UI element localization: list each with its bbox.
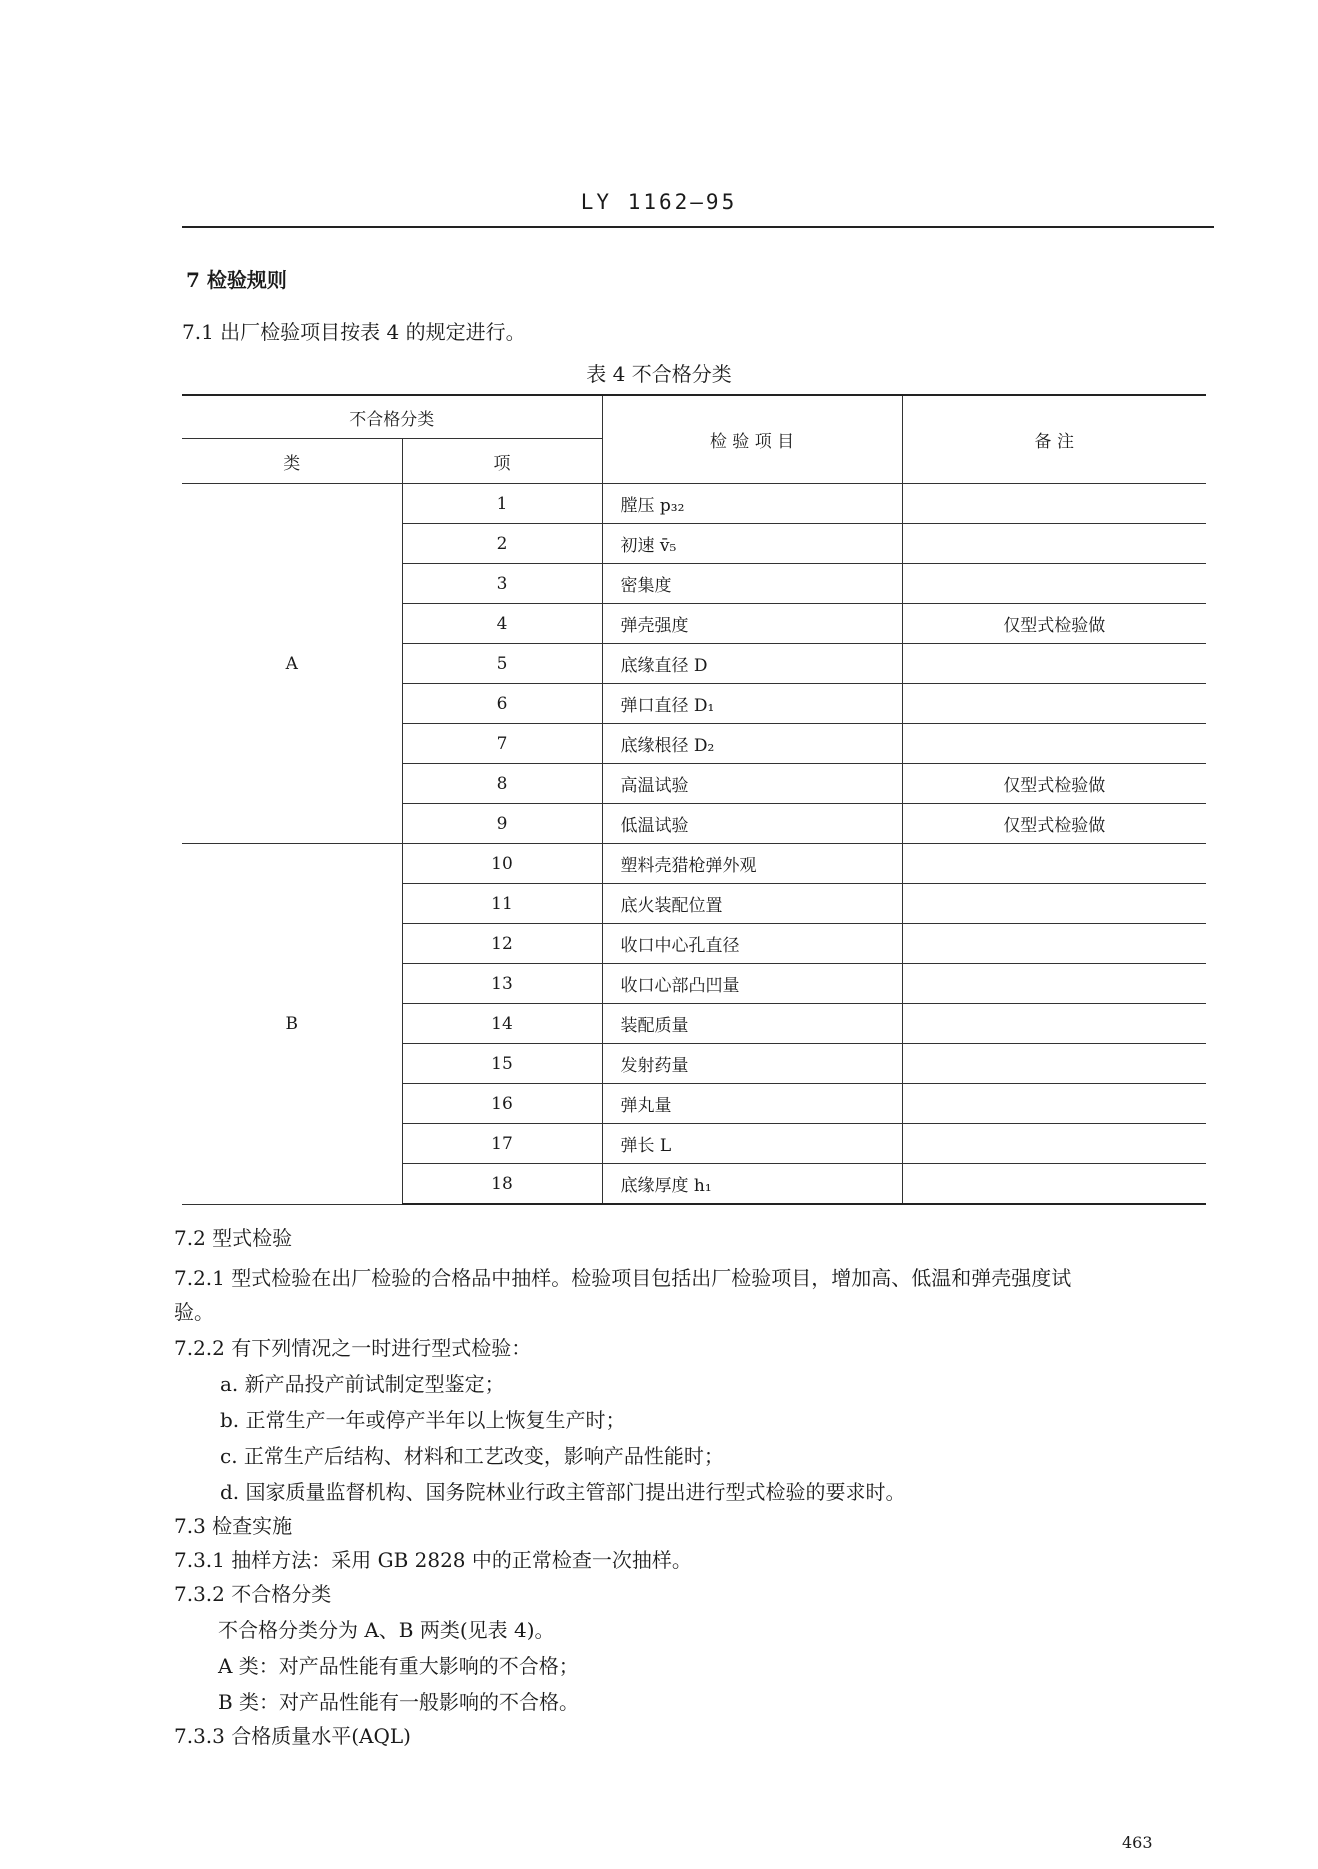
item-number: 8 <box>402 764 602 804</box>
inspection-item: 收口中心孔直径 <box>602 924 902 964</box>
header-defect-class-group: 不合格分类 <box>182 395 602 439</box>
clause-7-2-heading: 7.2 型式检验 <box>174 1226 293 1250</box>
page-number: 463 <box>1122 1833 1153 1852</box>
item-number: 10 <box>402 844 602 884</box>
remark: 仅型式检验做 <box>902 764 1206 804</box>
defect-classification-table <box>182 394 1206 1205</box>
inspection-item: 底火装配位置 <box>602 884 902 924</box>
header-class: 类 <box>182 439 402 484</box>
item-number: 3 <box>402 564 602 604</box>
clause-7-2-2-item-d: d. 国家质量监督机构、国务院林业行政主管部门提出进行型式检验的要求时。 <box>220 1480 906 1504</box>
inspection-item: 弹丸量 <box>602 1084 902 1124</box>
item-number: 11 <box>402 884 602 924</box>
inspection-item: 底缘直径 D <box>602 644 902 684</box>
inspection-item: 发射药量 <box>602 1044 902 1084</box>
inspection-item: 密集度 <box>602 564 902 604</box>
clause-7-1: 7.1 出厂检验项目按表 4 的规定进行。 <box>182 320 526 344</box>
standard-code-header: LY 1162—95 <box>580 190 738 214</box>
clause-7-2-2-item-b: b. 正常生产一年或停产半年以上恢复生产时； <box>220 1408 626 1432</box>
item-number: 5 <box>402 644 602 684</box>
inspection-item: 塑料壳猎枪弹外观 <box>602 844 902 884</box>
clause-7-3-heading: 7.3 检查实施 <box>174 1514 293 1538</box>
item-number: 6 <box>402 684 602 724</box>
clause-7-2-2: 7.2.2 有下列情况之一时进行型式检验： <box>174 1336 532 1360</box>
clause-7-2-2-item-c: c. 正常生产后结构、材料和工艺改变，影响产品性能时； <box>220 1444 724 1468</box>
class-a-cell: A <box>182 484 402 844</box>
clause-7-3-2-heading: 7.3.2 不合格分类 <box>174 1582 332 1606</box>
inspection-item: 装配质量 <box>602 1004 902 1044</box>
remark <box>902 1124 1206 1164</box>
remark <box>902 564 1206 604</box>
header-remarks: 备 注 <box>902 395 1206 484</box>
item-number: 1 <box>402 484 602 524</box>
item-number: 14 <box>402 1004 602 1044</box>
clause-7-3-3-heading: 7.3.3 合格质量水平(AQL) <box>174 1724 411 1748</box>
section-7-heading: 7 检验规则 <box>186 268 287 292</box>
table-row <box>182 484 1206 524</box>
remark <box>902 484 1206 524</box>
item-number: 16 <box>402 1084 602 1124</box>
remark: 仅型式检验做 <box>902 804 1206 844</box>
clause-7-3-2-paragraph-2: A 类：对产品性能有重大影响的不合格； <box>218 1654 579 1678</box>
item-number: 9 <box>402 804 602 844</box>
remark <box>902 884 1206 924</box>
remark <box>902 1004 1206 1044</box>
remark <box>902 1044 1206 1084</box>
inspection-item: 收口心部凸凹量 <box>602 964 902 1004</box>
header-rule <box>182 226 1214 228</box>
remark <box>902 964 1206 1004</box>
remark <box>902 1084 1206 1124</box>
item-number: 17 <box>402 1124 602 1164</box>
remark <box>902 844 1206 884</box>
inspection-item: 弹长 L <box>602 1124 902 1164</box>
inspection-item: 底缘根径 D₂ <box>602 724 902 764</box>
item-number: 18 <box>402 1164 602 1205</box>
inspection-item: 膛压 p₃₂ <box>602 484 902 524</box>
table-row <box>182 844 1206 884</box>
clause-7-3-2-paragraph-1: 不合格分类分为 A、B 两类(见表 4)。 <box>218 1618 555 1642</box>
inspection-item: 初速 v̄₅ <box>602 524 902 564</box>
remark <box>902 924 1206 964</box>
inspection-item: 弹口直径 D₁ <box>602 684 902 724</box>
remark: 仅型式检验做 <box>902 604 1206 644</box>
inspection-item: 弹壳强度 <box>602 604 902 644</box>
item-number: 2 <box>402 524 602 564</box>
item-number: 15 <box>402 1044 602 1084</box>
clause-7-2-1-line-1: 7.2.1 型式检验在出厂检验的合格品中抽样。检验项目包括出厂检验项目，增加高、低温和弹壳强度试 <box>174 1266 1072 1290</box>
remark <box>902 684 1206 724</box>
clause-7-3-2-paragraph-3: B 类：对产品性能有一般影响的不合格。 <box>218 1690 580 1714</box>
inspection-item: 低温试验 <box>602 804 902 844</box>
header-inspection-item: 检 验 项 目 <box>602 395 902 484</box>
class-b-cell: B <box>182 844 402 1205</box>
remark <box>902 524 1206 564</box>
header-item-number: 项 <box>402 439 602 484</box>
clause-7-2-2-item-a: a. 新产品投产前试制定型鉴定； <box>220 1372 505 1396</box>
item-number: 4 <box>402 604 602 644</box>
inspection-item: 高温试验 <box>602 764 902 804</box>
table-4-caption: 表 4 不合格分类 <box>586 362 732 386</box>
remark <box>902 1164 1206 1205</box>
item-number: 7 <box>402 724 602 764</box>
item-number: 12 <box>402 924 602 964</box>
item-number: 13 <box>402 964 602 1004</box>
remark <box>902 724 1206 764</box>
remark <box>902 644 1206 684</box>
clause-7-3-1: 7.3.1 抽样方法：采用 GB 2828 中的正常检查一次抽样。 <box>174 1548 692 1572</box>
clause-7-2-1-line-2: 验。 <box>174 1300 214 1324</box>
inspection-item: 底缘厚度 h₁ <box>602 1164 902 1205</box>
